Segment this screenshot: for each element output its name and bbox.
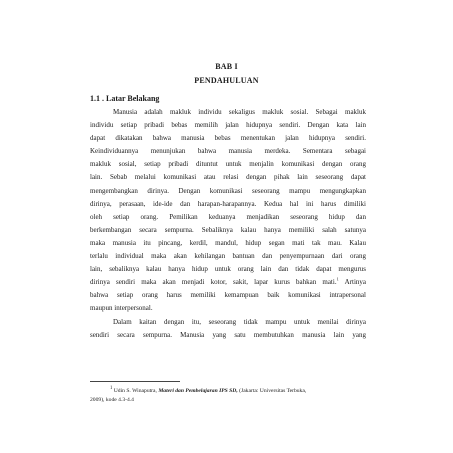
body-text [90,106,366,342]
body-line: berkembangan secara sempurna. Sebaliknya kalau hanya memiliki salah satunya [90,225,366,234]
body-line-tail: Artinya [344,278,366,287]
body-line: Keindividuannya menunjukan bahwa manusia merdeka. Sementara sebagai [90,147,366,156]
body-line: individu setiap pribadi bebas memilih jalan hidupnya sendiri. Dengan kata lain [90,121,366,130]
footnote-reference: 1 [336,276,339,282]
footnote-divider [90,381,180,382]
body-line: sendiri secara sempurna. Manusia yang satu membutuhkan manusia lain yang [90,330,366,339]
body-line: mengembangkan dirinya. Dengan komunikasi seseorang mampu mengungkapkan [90,186,366,195]
footnote-line [90,384,366,396]
body-line: dirinya, perasaan, ide-ide dan harapan-harapannya. Kedua hal ini harus dimiliki [90,199,366,208]
footnote-line-2: 2009), kode 4.3-4.4 [90,396,134,403]
footnote-title: Materi dan Pembelajaran IPS SD, [158,387,238,394]
body-line: lain. Sebab melalui komunikasi atau relasi dengan pihak lain seseorang dapat [90,173,366,182]
footnote [90,384,366,405]
body-line: maupun interpersonal. [90,304,153,313]
body-line-with-footnote [90,276,366,289]
footnote-author: Udin S. Winaputra, [113,387,157,394]
chapter-number: BAB I [215,62,238,71]
body-line-text: dirinya sendiri maka akan menjadi kotor, sakit, lapar kurus bahkan mati. [90,278,337,287]
footnote-marker: 1 [110,386,113,391]
section-heading: 1.1 . Latar Belakang [90,94,160,103]
body-line: Manusia adalah makluk individu sekaligus makluk sosial. Sebagai makluk [113,108,366,116]
body-line: oleh setiap orang. Pemilikan keduanya menjadikan seseorang hidup dan [90,212,366,221]
body-line: terlalu individual maka akan kehilangan bantuan dan penyempurnaan dari orang [90,252,366,261]
body-line: bahwa setiap orang harus memiliki kemampuan baik komunikasi intrapersonal [90,291,366,300]
body-line: lain, sebaliknya kalau hanya hidup untuk orang lain dan tidak dapat mengurus [90,265,366,274]
body-line: makluk sosial, setiap pribadi dituntut untuk menjalin komunikasi dengan orang [90,160,366,169]
footnote-publisher: (Jakarta: Universitas Terbuka, [239,387,307,394]
body-line: Dalam kaitan dengan itu, seseorang tidak mampu untuk menilai dirinya [113,317,366,326]
chapter-title: PENDAHULUAN [194,76,259,85]
body-line: maka manusia itu pincang, kerdil, mandul, hidup segan mati tak mau. Kalau [90,238,366,247]
body-line: dapat dikatakan bahwa manusia bebas menentukan jalan hidupnya sendiri. [90,134,366,143]
